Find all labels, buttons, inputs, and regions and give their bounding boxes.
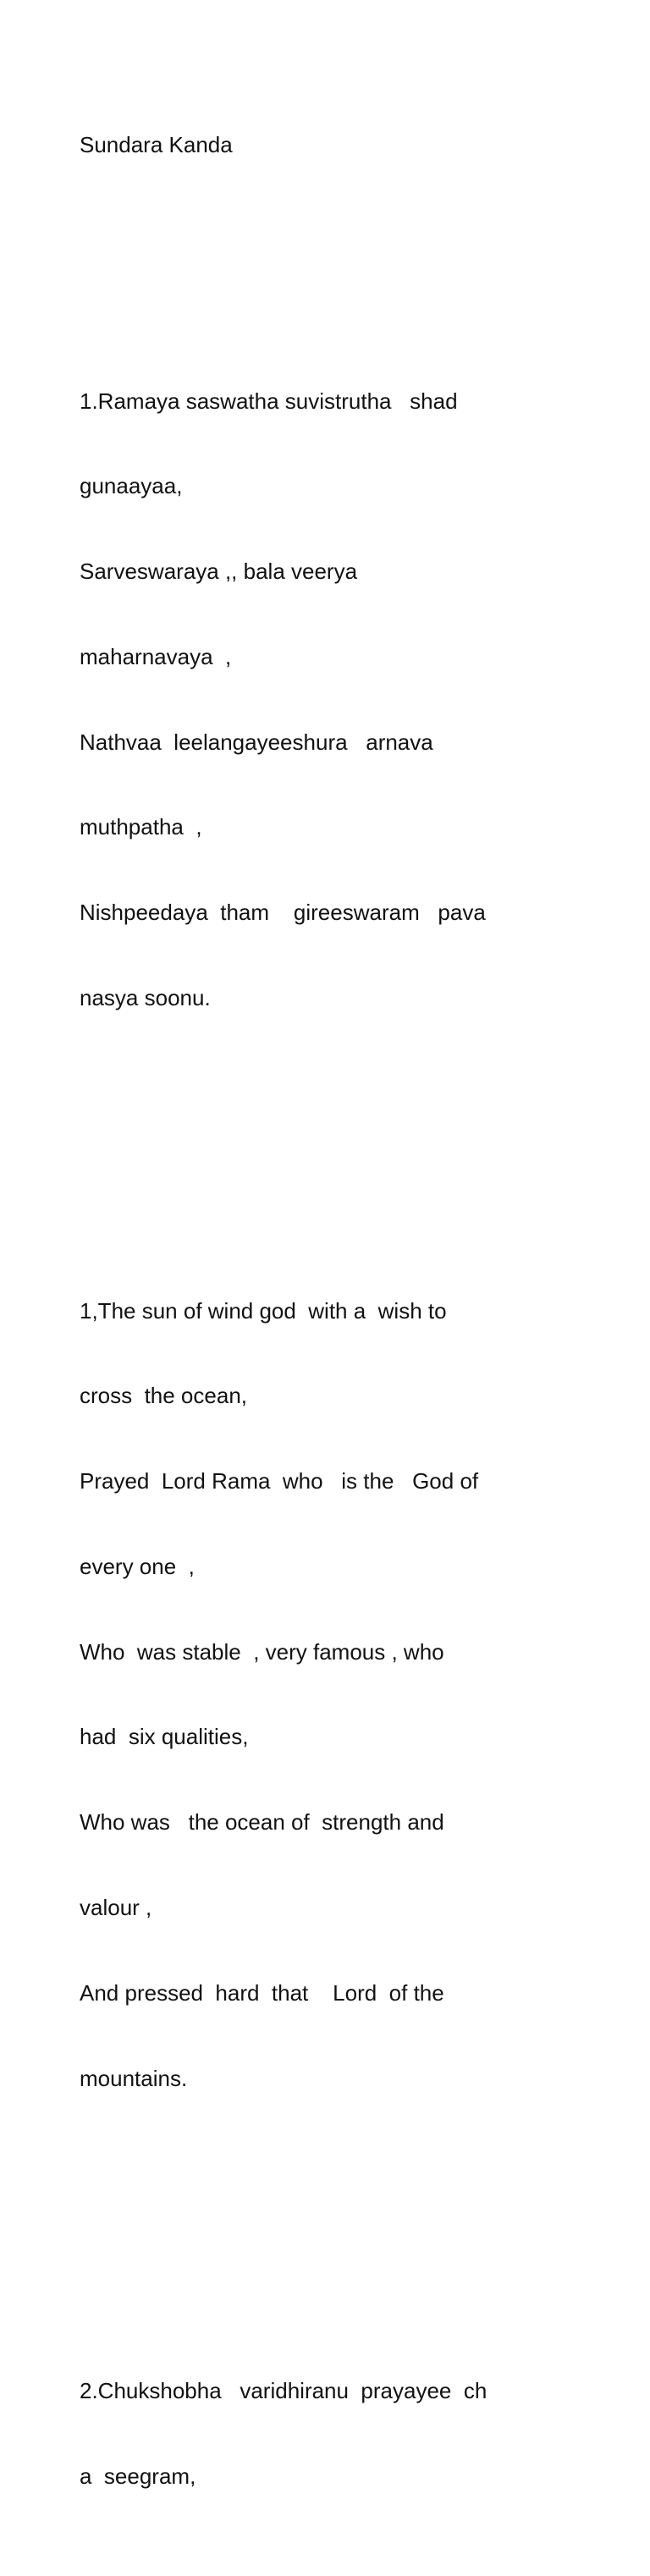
stanza-2-sanskrit bbox=[80, 2320, 587, 2548]
text-line: muthpatha , bbox=[80, 814, 202, 840]
text-line: cross the ocean, bbox=[80, 1383, 247, 1409]
spacer bbox=[80, 2207, 587, 2236]
stanza-1-translation bbox=[80, 1240, 587, 2149]
text-line: 1.Ramaya saswatha suvistrutha shad bbox=[80, 388, 458, 414]
text-line: a seegram, bbox=[80, 2463, 196, 2489]
text-line: Who was the ocean of strength and bbox=[80, 1809, 444, 1836]
text-line: Sarveswaraya ,, bala veerya bbox=[80, 559, 358, 585]
text-line: mountains. bbox=[80, 2065, 188, 2091]
document-page bbox=[80, 74, 587, 2576]
text-line: 1,The sun of wind god with a wish to bbox=[80, 1297, 447, 1324]
text-line: every one , bbox=[80, 1553, 195, 1579]
text-line: valour , bbox=[80, 1895, 152, 1920]
stanza-1-sanskrit bbox=[80, 330, 587, 1069]
text-line: And pressed hard that Lord of the bbox=[80, 1979, 444, 2006]
text-line: Who was stable , very famous , who bbox=[80, 1638, 444, 1665]
text-line: Nishpeedaya tham gireeswaram pava bbox=[80, 900, 486, 926]
spacer bbox=[80, 217, 587, 245]
text-line: had six qualities, bbox=[80, 1724, 249, 1750]
text-line: maharnavaya , bbox=[80, 643, 232, 669]
text-line: nasya soonu. bbox=[80, 985, 211, 1010]
spacer bbox=[80, 1126, 587, 1155]
text-line: gunaayaa, bbox=[80, 473, 183, 499]
text-line: Nathvaa leelangayeeshura arnava bbox=[80, 729, 433, 755]
text-line: Prayed Lord Rama who is the God of bbox=[80, 1468, 479, 1494]
text-line: 2.Chukshobha varidhiranu prayayee ch bbox=[80, 2378, 488, 2404]
document-title: Sundara Kanda bbox=[80, 132, 233, 158]
